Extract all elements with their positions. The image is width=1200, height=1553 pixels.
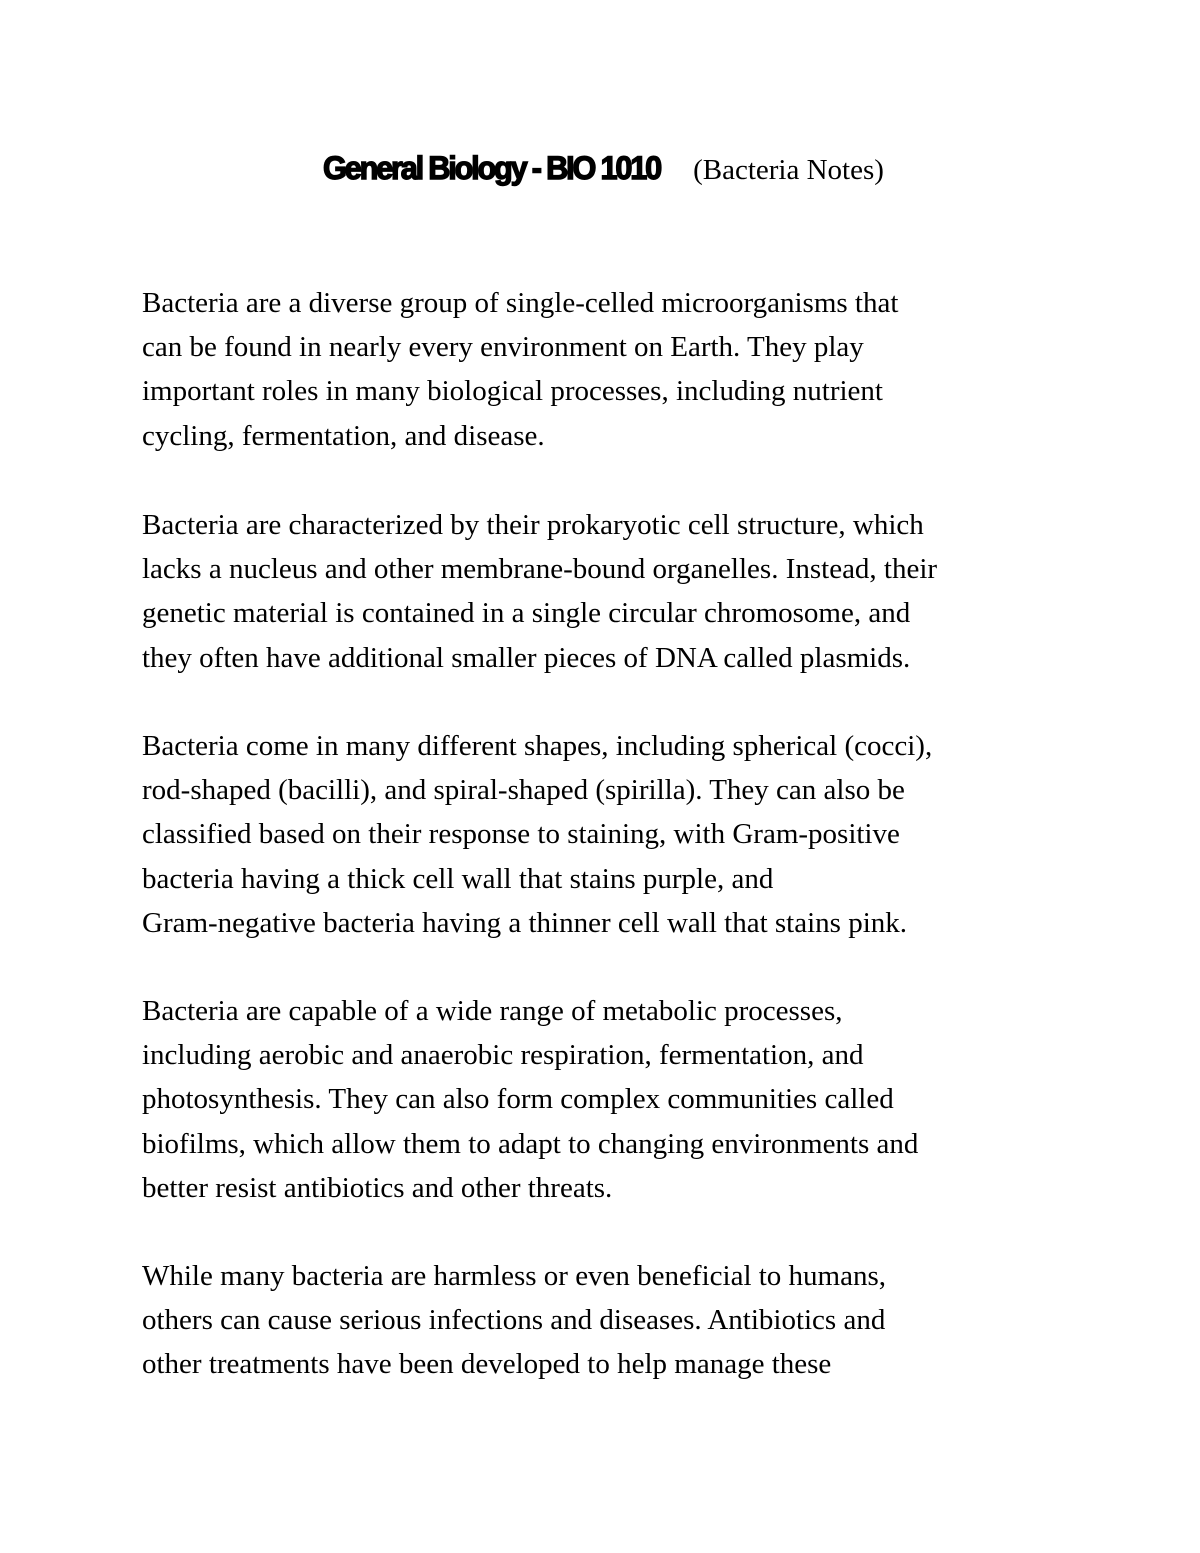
text-line: biofilms, which allow them to adapt to changing environments and xyxy=(142,1127,919,1160)
text-line: important roles in many biological processes, including nutrient xyxy=(142,375,883,408)
text-line: they often have additional smaller pieces of DNA called plasmids. xyxy=(142,641,911,674)
page-header xyxy=(0,143,1200,200)
text-line: rod-shaped (bacilli), and spiral-shaped (spirilla). They can also be xyxy=(142,774,905,807)
text-line: Gram-negative bacteria having a thinner cell wall that stains pink. xyxy=(142,906,908,939)
text-line: cycling, fermentation, and disease. xyxy=(142,419,545,452)
text-line: lacks a nucleus and other membrane-bound organelles. Instead, their xyxy=(142,553,938,586)
paragraph-intro xyxy=(142,281,1082,458)
text-line: better resist antibiotics and other threats. xyxy=(142,1171,613,1204)
text-line: others can cause serious infections and diseases. Antibiotics and xyxy=(142,1304,886,1337)
text-line: bacteria having a thick cell wall that stains purple, and xyxy=(142,862,774,895)
paragraph-shapes xyxy=(142,724,1082,945)
text-line: Bacteria are capable of a wide range of metabolic processes, xyxy=(142,995,843,1027)
paragraph-metabolism xyxy=(142,989,1082,1210)
text-line: genetic material is contained in a single circular chromosome, and xyxy=(142,597,911,630)
paragraph-health xyxy=(142,1254,1082,1387)
text-line: photosynthesis. They can also form complex communities called xyxy=(142,1083,894,1116)
text-line: including aerobic and anaerobic respiration, fermentation, and xyxy=(142,1039,864,1072)
text-line: Bacteria come in many different shapes, including spherical (cocci), xyxy=(142,730,933,762)
text-line: other treatments have been developed to help manage these xyxy=(142,1348,832,1381)
paragraph-cell-structure xyxy=(142,503,1082,680)
text-line: Bacteria are a diverse group of single-celled microorganisms that xyxy=(142,287,899,319)
course-title: General Biology - BIO 1010 xyxy=(323,150,661,186)
text-line: While many bacteria are harmless or even beneficial to humans, xyxy=(142,1260,887,1292)
notes-subtitle: (Bacteria Notes) xyxy=(693,154,884,186)
text-line: classified based on their response to staining, with Gram-positive xyxy=(142,818,900,851)
text-line: Bacteria are characterized by their prokaryotic cell structure, which xyxy=(142,509,924,541)
text-line: can be found in nearly every environment on Earth. They play xyxy=(142,331,864,364)
